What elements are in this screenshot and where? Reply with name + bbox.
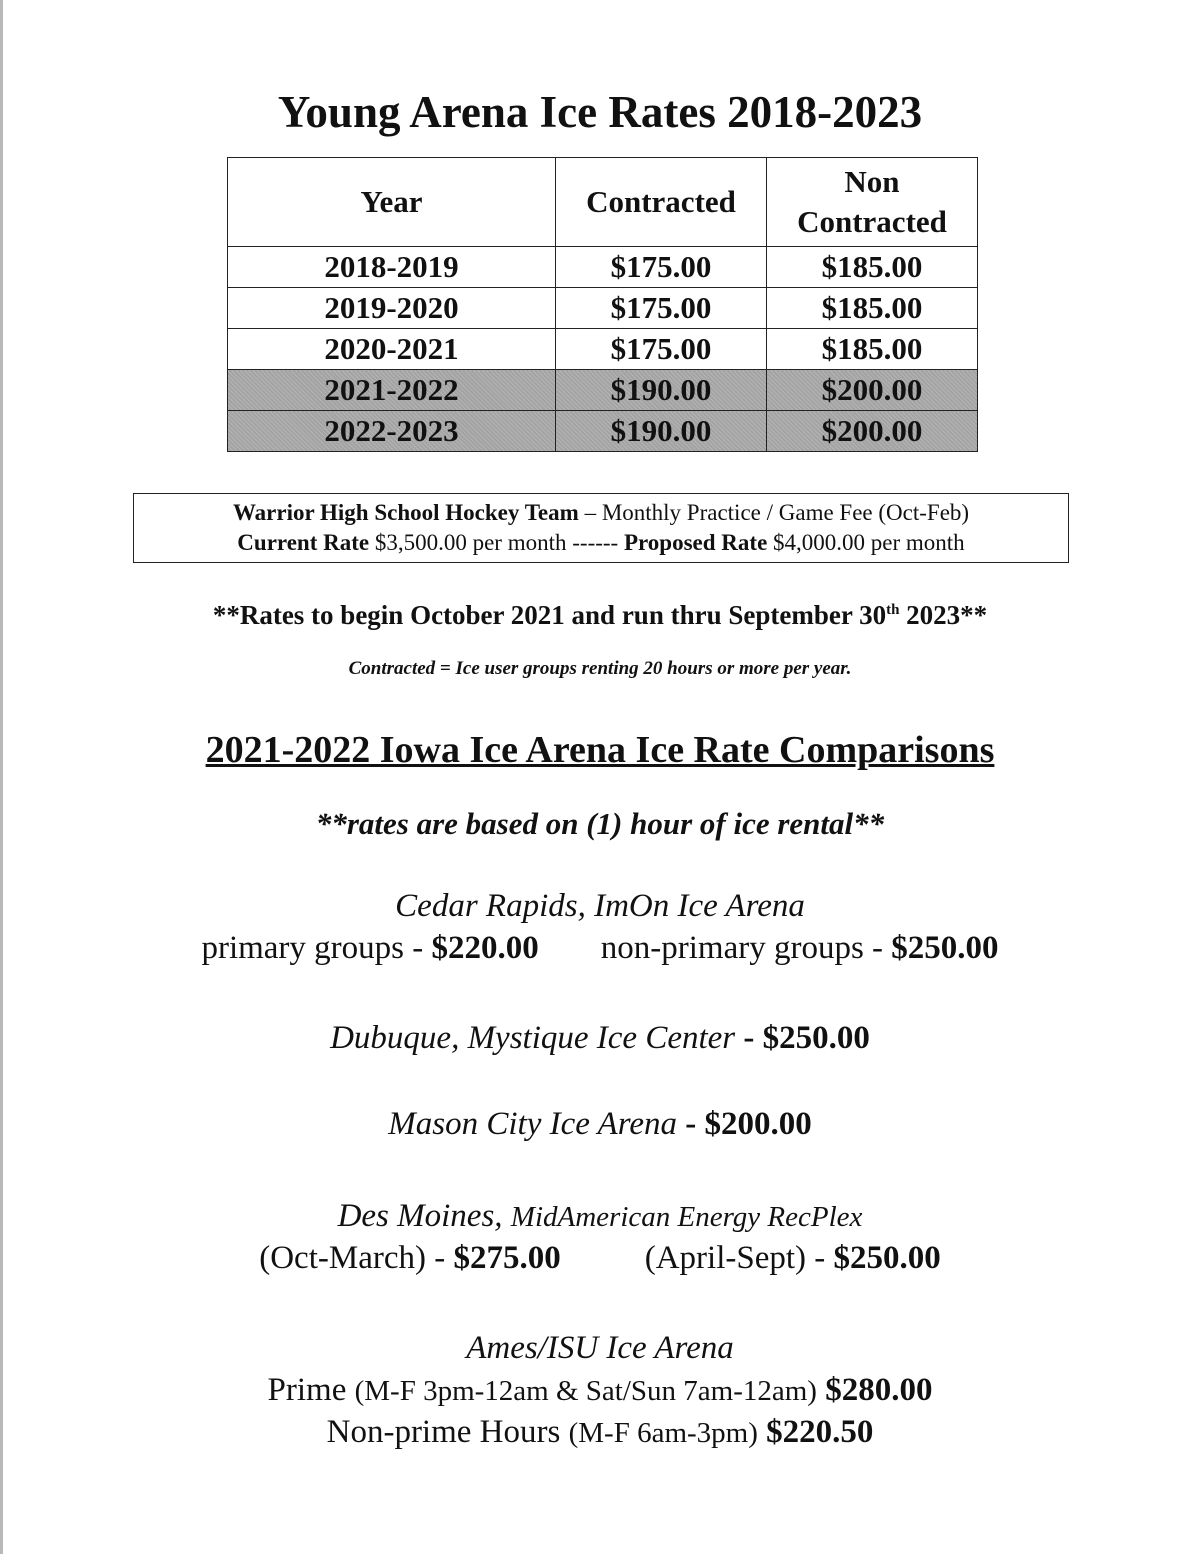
ames-nonprime-line (0, 1414, 1200, 1451)
des-moines-name (0, 1198, 1200, 1235)
arena-name: Cedar Rapids, ImOn Ice Arena (395, 888, 805, 924)
cell-non-contracted: $200.00 (767, 370, 978, 411)
proposed-rate-label: Proposed Rate (623, 530, 768, 555)
ames-prime-line (0, 1372, 1200, 1409)
cell-contracted: $175.00 (556, 247, 767, 288)
arena-name: Ames/ISU Ice Arena (466, 1330, 734, 1366)
rate-table (227, 157, 978, 452)
season2-rate: $250.00 (833, 1240, 941, 1276)
dash: - (743, 1020, 755, 1056)
table-row-shaded (228, 370, 978, 411)
prime-label: Prime (267, 1372, 347, 1408)
primary-label: primary groups - (201, 930, 424, 966)
nonprimary-rate: $250.00 (891, 930, 999, 966)
facility-name: MidAmerican Energy RecPlex (510, 1201, 863, 1233)
cell-year: 2021-2022 (228, 370, 556, 411)
mason-city-line (0, 1106, 1200, 1143)
dubuque-rate: $250.00 (762, 1020, 870, 1056)
table-row (228, 329, 978, 370)
prime-hours: (M-F 3pm-12am & Sat/Sun 7am-12am) (354, 1375, 817, 1407)
cell-non-contracted: $185.00 (767, 329, 978, 370)
season2-label: (April-Sept) - (644, 1240, 826, 1276)
header-contracted: Contracted (556, 158, 767, 247)
rate-separator: ------ (572, 530, 619, 555)
header-year: Year (228, 158, 556, 247)
cedar-rapids-rates (0, 930, 1200, 967)
cell-non-contracted: $185.00 (767, 247, 978, 288)
cell-non-contracted: $185.00 (767, 288, 978, 329)
hs-fee-description: – Monthly Practice / Game Fee (Oct-Feb) (584, 500, 970, 525)
season1-label: (Oct-March) - (259, 1240, 446, 1276)
comparison-title: 2021-2022 Iowa Ice Arena Ice Rate Comparisons (205, 729, 995, 771)
proposed-rate-value: $4,000.00 per month (773, 530, 965, 555)
hs-rate-line (134, 528, 1068, 558)
hs-team-name: Warrior High School Hockey Team (232, 500, 579, 525)
cell-year: 2018-2019 (228, 247, 556, 288)
cell-non-contracted: $200.00 (767, 411, 978, 452)
cell-contracted: $175.00 (556, 288, 767, 329)
hs-fee-line (134, 498, 1068, 528)
cell-contracted: $190.00 (556, 411, 767, 452)
season1-rate: $275.00 (453, 1240, 561, 1276)
arena-name: Mason City Ice Arena (388, 1106, 677, 1142)
current-rate-value: $3,500.00 per month (374, 530, 567, 555)
header-non-contracted: Non Contracted (767, 158, 978, 247)
period-text-end: 2023** (899, 600, 988, 630)
nonprimary-label: non-primary groups - (600, 930, 884, 966)
table-row (228, 288, 978, 329)
city-name: Des Moines, (337, 1198, 503, 1234)
mason-city-rate: $200.00 (704, 1106, 812, 1142)
page-edge (0, 0, 3, 1554)
page-title: Young Arena Ice Rates 2018-2023 (277, 87, 923, 137)
des-moines-rates (0, 1240, 1200, 1277)
nonprime-hours: (M-F 6am-3pm) (568, 1417, 758, 1449)
rate-period-note (0, 600, 1200, 631)
table-row-shaded (228, 411, 978, 452)
contracted-definition: Contracted = Ice user groups renting 20 hours or more per year. (348, 658, 852, 679)
primary-rate: $220.00 (431, 930, 539, 966)
table-row (228, 247, 978, 288)
cell-year: 2022-2023 (228, 411, 556, 452)
cell-contracted: $190.00 (556, 370, 767, 411)
arena-name: Dubuque, Mystique Ice Center (330, 1020, 736, 1056)
current-rate-label: Current Rate (237, 530, 370, 555)
cell-year: 2019-2020 (228, 288, 556, 329)
period-text: **Rates to begin October 2021 and run thru September 30 (212, 600, 887, 630)
nonprime-rate: $220.50 (766, 1414, 874, 1450)
rate-table-header-row (228, 158, 978, 247)
dash: - (685, 1106, 697, 1142)
cell-contracted: $175.00 (556, 329, 767, 370)
comparison-basis: **rates are based on (1) hour of ice rental** (315, 806, 885, 841)
high-school-fee-box (133, 493, 1069, 563)
ames-name (0, 1330, 1200, 1367)
prime-rate: $280.00 (825, 1372, 933, 1408)
dubuque-line (0, 1020, 1200, 1057)
nonprime-label: Non-prime Hours (326, 1414, 561, 1450)
cell-year: 2020-2021 (228, 329, 556, 370)
period-superscript: th (886, 602, 900, 618)
cedar-rapids-name (0, 888, 1200, 925)
